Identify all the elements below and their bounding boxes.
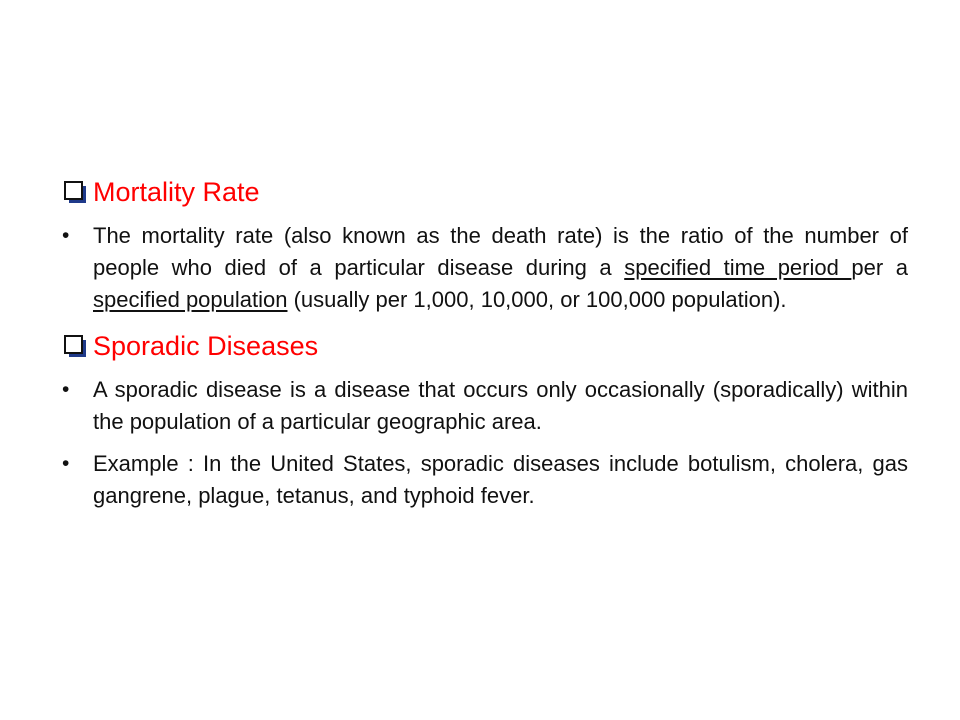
heading-sporadic-diseases [62, 326, 908, 366]
paragraph-sporadic-definition: A sporadic disease is a disease that occurs only occasionally (sporadically) within the population of a particular geographic area. [93, 377, 908, 434]
checkbox-icon [62, 333, 89, 359]
checkbox-icon [62, 179, 89, 205]
heading-label: Mortality Rate [93, 177, 260, 207]
bullet-icon: • [62, 378, 70, 401]
underlined-text: specified time period [624, 255, 852, 280]
list-item [62, 448, 908, 512]
list-item [62, 220, 908, 316]
slide-content [62, 172, 908, 522]
heading-label: Sporadic Diseases [93, 331, 319, 361]
text-run: (usually per 1,000, 10,000, or 100,000 population). [287, 287, 787, 312]
list-item [62, 374, 908, 438]
bullet-icon: • [62, 452, 70, 475]
text-run: per a [851, 255, 908, 280]
paragraph-sporadic-example: Example : In the United States, sporadic diseases include botulism, cholera, gas gangrene, plague, tetanus, and typhoid fever. [93, 451, 908, 508]
text-run: The mortality rate (also known as the death rate) is the ratio of the number of people who died of a particular disease during a [93, 223, 908, 280]
bullet-icon: • [62, 224, 70, 247]
heading-mortality-rate [62, 172, 908, 212]
paragraph-mortality-definition [93, 220, 908, 316]
underlined-text: specified population [93, 287, 288, 312]
